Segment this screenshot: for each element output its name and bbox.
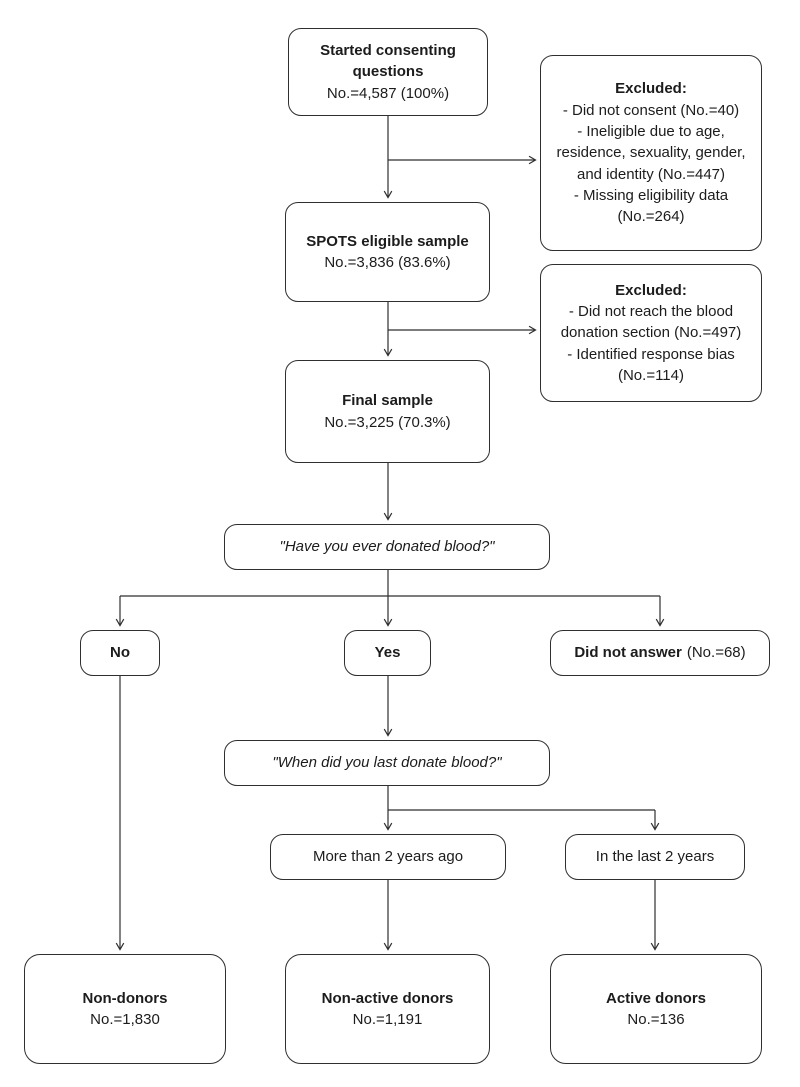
excluded-item: - Ineligible due to age, residence, sexuality, gender, and identity (No.=447) bbox=[556, 123, 746, 183]
box-spots-eligible bbox=[285, 202, 490, 302]
box-count: No.=1,191 bbox=[352, 1011, 423, 1028]
question-text: "Have you ever donated blood?" bbox=[279, 538, 495, 556]
box-title: Excluded: bbox=[615, 80, 687, 98]
answer-label: No bbox=[110, 644, 130, 662]
box-title: Started consenting questions bbox=[320, 42, 456, 81]
box-answer-yes bbox=[344, 630, 431, 676]
box-answer-did-not-answer bbox=[550, 630, 770, 676]
box-non-donors bbox=[24, 954, 226, 1064]
answer-count: (No.=68) bbox=[686, 644, 746, 662]
box-count: No.=3,836 (83.6%) bbox=[324, 254, 451, 271]
box-title: Non-active donors bbox=[321, 989, 454, 1007]
box-non-active-donors bbox=[285, 954, 490, 1064]
box-title: SPOTS eligible sample bbox=[306, 232, 469, 250]
box-question-ever-donated bbox=[224, 524, 550, 570]
excluded-items bbox=[553, 100, 749, 228]
box-count: No.=136 bbox=[627, 1011, 685, 1028]
box-count: No.=1,830 bbox=[90, 1011, 160, 1028]
answer-label: In the last 2 years bbox=[595, 848, 715, 866]
excluded-items bbox=[553, 301, 749, 386]
answer-label: Yes bbox=[374, 644, 401, 662]
answer-label: Did not answer bbox=[574, 644, 682, 662]
excluded-item: - Missing eligibility data (No.=264) bbox=[573, 186, 729, 226]
box-question-last-donated bbox=[224, 740, 550, 786]
excluded-item: - Did not consent (No.=40) bbox=[562, 101, 740, 119]
box-count: No.=4,587 (100%) bbox=[326, 84, 450, 102]
box-excluded-2 bbox=[540, 264, 762, 402]
excluded-item: - Identified response bias (No.=114) bbox=[567, 345, 735, 384]
box-more-than-2-years bbox=[270, 834, 506, 880]
box-title: Excluded: bbox=[615, 281, 687, 299]
box-final-sample bbox=[285, 360, 490, 463]
box-count: No.=3,225 (70.3%) bbox=[324, 413, 451, 431]
question-text: "When did you last donate blood?" bbox=[272, 754, 502, 772]
box-excluded-1 bbox=[540, 55, 762, 251]
box-title: Active donors bbox=[605, 989, 707, 1007]
answer-label: More than 2 years ago bbox=[312, 848, 464, 866]
box-title: Final sample bbox=[342, 392, 433, 410]
box-answer-no bbox=[80, 630, 160, 676]
excluded-item: - Did not reach the blood donation section (No.=497) bbox=[560, 303, 742, 342]
box-in-last-2-years bbox=[565, 834, 745, 880]
box-started-consenting bbox=[288, 28, 488, 116]
box-title: Non-donors bbox=[82, 989, 168, 1007]
box-active-donors bbox=[550, 954, 762, 1064]
